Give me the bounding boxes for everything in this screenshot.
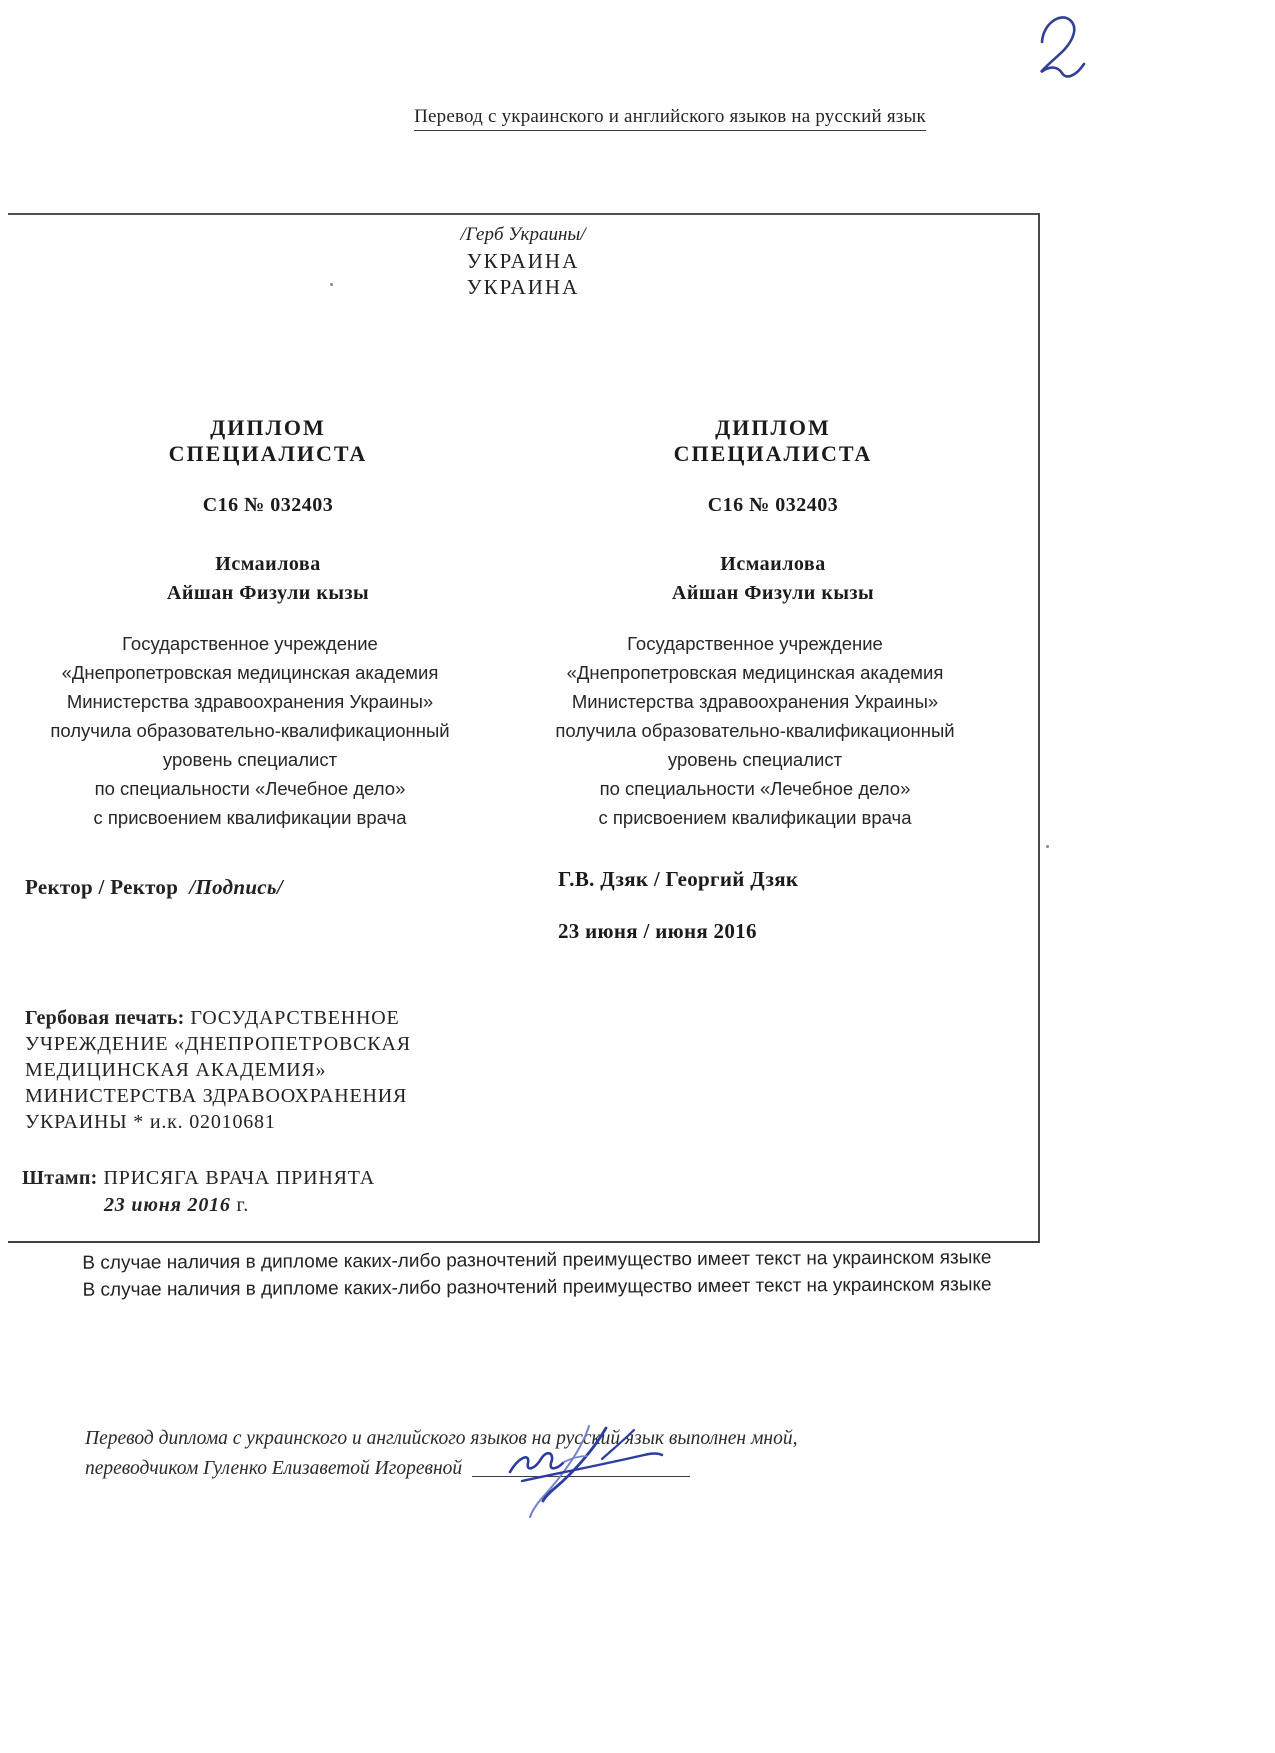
body-line: «Днепропетровская медицинская академия [566,662,944,683]
stamp-line [22,1165,502,1192]
body-line: по специальности «Лечебное дело» [599,778,911,799]
body-line: Министерства здравоохранения Украины» [66,691,434,712]
official-seal-transcription [25,1005,505,1135]
translation-direction-text: Перевод с украинского и английского языков на русский язык [414,106,926,131]
holder-given-names: Айшан Физули кызы [166,582,370,604]
body-line: «Днепропетровская медицинская академия [61,662,439,683]
stamp-date-line [22,1192,502,1219]
translator-signature [492,1418,670,1522]
seal-line: МИНИСТЕРСТВА ЗДРАВООХРАНЕНИЯ [25,1085,408,1107]
body-line: уровень специалист [162,749,338,770]
diploma-title-line2: СПЕЦИАЛИСТА [673,441,873,466]
diploma-holder-name [543,550,1003,608]
body-line: с присвоением квалификации врача [598,807,912,828]
stamp-date: 23 июня 2016 [104,1194,231,1216]
scan-speck [1046,845,1049,848]
disclaimer-line-2: В случае наличия в дипломе каких-либо разночтений преимущество имеет текст на украинском языке [82,1274,992,1301]
handwritten-page-number-2 [1028,6,1100,88]
diploma-title [38,415,498,467]
diploma-serial: С16 № 032403 [202,494,334,516]
diploma-serial: С16 № 032403 [707,494,839,516]
rector-name: Г.В. Дзяк / Георгий Дзяк [558,867,799,891]
disclaimer-line-1: В случае наличия в дипломе каких-либо разночтений преимущество имеет текст на украинском языке [82,1247,992,1274]
rector-label: Ректор / Ректор [25,875,179,899]
seal-line [25,1005,505,1031]
body-line: с присвоением квалификации врача [93,807,407,828]
seal-label: Гербовая печать: [25,1007,185,1029]
diploma-title-line1: ДИПЛОМ [210,415,326,440]
body-line: получила образовательно-квалификационный [555,720,955,741]
country-line-2: УКРАИНА [466,275,580,299]
translator-note-line2: переводчиком Гуленко Елизаветой Игоревной [85,1458,463,1479]
diploma-title-line1: ДИПЛОМ [715,415,831,440]
diploma-body-text [2,629,498,832]
body-line: уровень специалист [667,749,843,770]
signature-placeholder-note: /Подпись/ [189,875,283,899]
body-line: Министерства здравоохранения Украины» [571,691,939,712]
rector-signature-line [25,875,283,900]
seal-line: УКРАИНЫ * и.к. 02010681 [25,1111,276,1133]
diploma-body-text [507,629,1003,832]
stamp-label: Штамп: [22,1167,98,1189]
holder-surname: Исмаилова [215,553,321,575]
seal-line: МЕДИЦИНСКАЯ АКАДЕМИЯ» [25,1059,327,1081]
translation-direction-header [390,106,950,131]
stamp-text: ПРИСЯГА ВРАЧА ПРИНЯТА [103,1167,375,1189]
translator-note-line1: Перевод диплома с украинского и английского языков на русский язык выполнен мной, [85,1428,798,1449]
body-line: получила образовательно-квалификационный [50,720,450,741]
emblem-note: /Герб Украины/ [460,224,586,245]
body-line: Государственное учреждение [122,633,378,654]
body-line: по специальности «Лечебное дело» [94,778,406,799]
diploma-frame [8,213,1040,1243]
body-line: Государственное учреждение [627,633,883,654]
diploma-title-line2: СПЕЦИАЛИСТА [168,441,368,466]
holder-surname: Исмаилова [720,553,826,575]
country-line-1: УКРАИНА [466,249,580,273]
stamp-transcription [22,1165,502,1219]
diploma-issue-date: 23 июня / июня 2016 [558,919,757,943]
holder-given-names: Айшан Физули кызы [671,582,875,604]
language-precedence-disclaimer [70,1244,1004,1304]
diploma-column-right [543,415,1003,832]
seal-text: ГОСУДАРСТВЕННОЕ [190,1007,400,1029]
seal-line: УЧРЕЖДЕНИЕ «ДНЕПРОПЕТРОВСКАЯ [25,1033,411,1055]
stamp-date-suffix: г. [236,1194,250,1216]
diploma-holder-name [38,550,498,608]
diploma-column-left [38,415,498,832]
diploma-title [543,415,1003,467]
scan-speck [330,283,333,286]
emblem-block [8,222,1038,300]
